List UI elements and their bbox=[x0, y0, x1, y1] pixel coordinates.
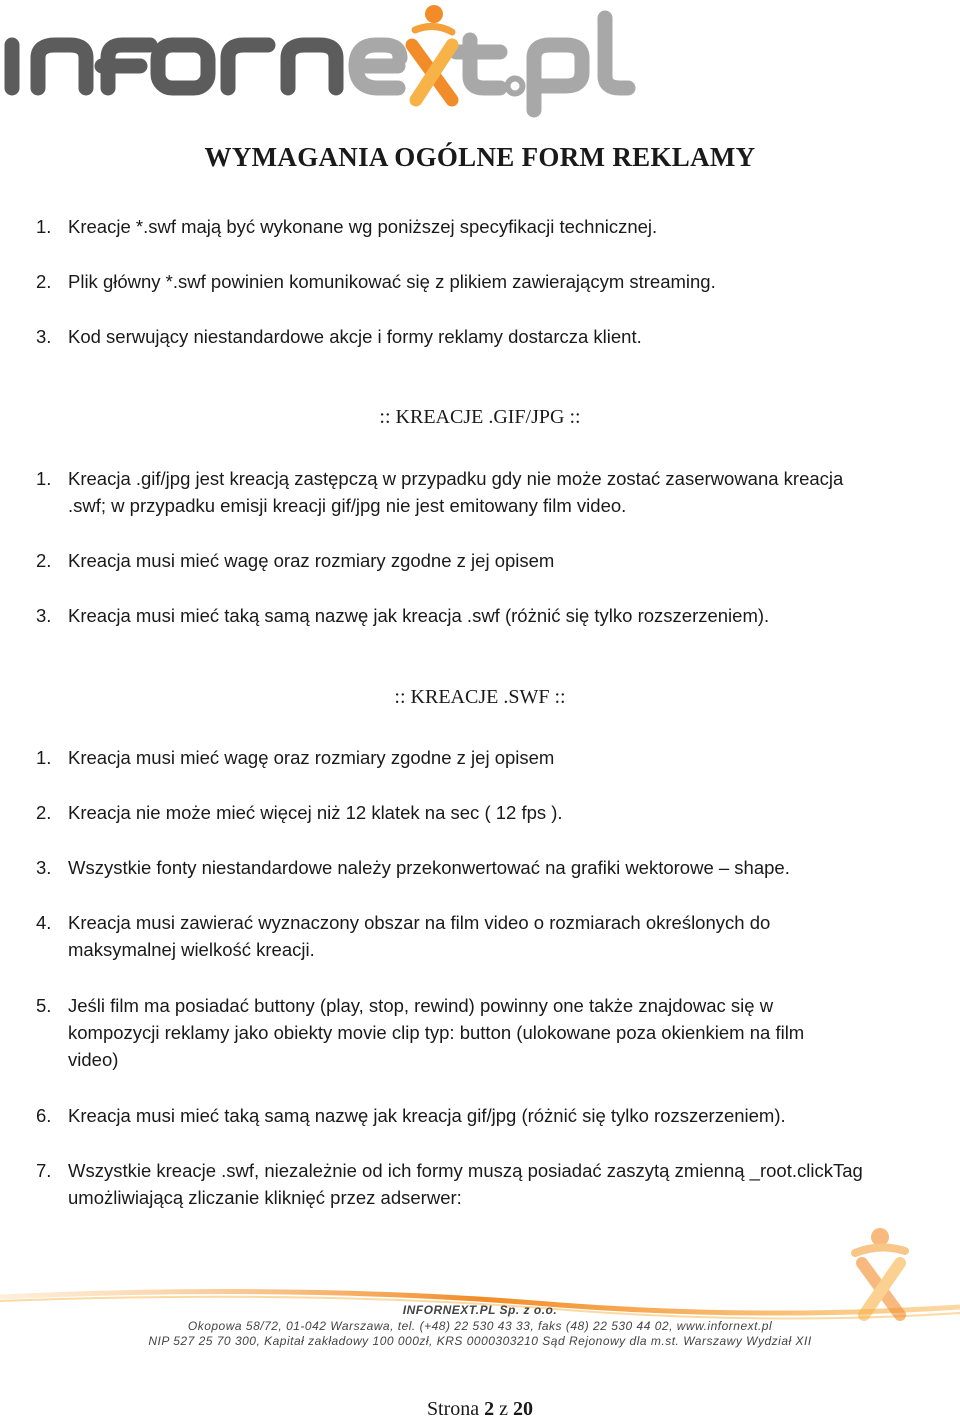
section-heading-gif: :: KREACJE .GIF/JPG :: bbox=[379, 406, 581, 428]
list-item: 5. Jeśli film ma posiadać buttony (play, stop, rewind) powinny one także znajdowac się w bbox=[36, 995, 774, 1016]
list-item: 3. Kreacja musi mieć taką samą nazwę jak kreacja .swf (różnić się tylko rozszerzeniem). bbox=[36, 605, 770, 626]
list-item-continuation: .swf; w przypadku emisji kreacji gif/jpg nie jest emitowany film video. bbox=[68, 495, 627, 516]
list-item-continuation: video) bbox=[68, 1049, 119, 1070]
list-item: 2. Kreacja musi mieć wagę oraz rozmiary zgodne z jej opisem bbox=[36, 550, 555, 571]
list-item-continuation: maksymalnej wielkość kreacji. bbox=[68, 939, 315, 960]
list-item: 2. Plik główny *.swf powinien komunikować się z plikiem zawierającym streaming. bbox=[36, 271, 716, 292]
page-number: Strona 2 z 20 bbox=[426, 1398, 534, 1420]
list-item-continuation: umożliwiającą zliczanie kliknięć przez adserwer: bbox=[68, 1187, 462, 1208]
page-title: WYMAGANIA OGÓLNE FORM REKLAMY bbox=[204, 142, 756, 172]
list-item: 3. Wszystkie fonty niestandardowe należy przekonwertować na grafiki wektorowe – shape. bbox=[36, 857, 790, 878]
list-item: 1. Kreacja musi mieć wagę oraz rozmiary zgodne z jej opisem bbox=[36, 747, 555, 768]
footer-registration: NIP 527 25 70 300, Kapitał zakładowy 100 000zł, KRS 0000303210 Sąd Rejonowy dla m.st. Warszawy Wydział XII bbox=[148, 1334, 812, 1348]
infornext-logo bbox=[0, 0, 640, 125]
section-heading-swf: :: KREACJE .SWF :: bbox=[394, 686, 566, 708]
list-item: 2. Kreacja nie może mieć więcej niż 12 klatek na sec ( 12 fps ). bbox=[36, 802, 563, 823]
footer-company: INFORNEXT.PL Sp. z o.o. bbox=[402, 1303, 558, 1317]
list-item: 3. Kod serwujący niestandardowe akcje i formy reklamy dostarcza klient. bbox=[36, 326, 642, 347]
logo-x-figure bbox=[412, 45, 452, 100]
list-item-continuation: kompozycji reklamy jako obiekty movie clip typ: button (ulokowane poza okienkiem na film bbox=[68, 1022, 805, 1043]
list-item: 1. Kreacje *.swf mają być wykonane wg poniższej specyfikacji technicznej. bbox=[36, 216, 658, 237]
list-item: 4. Kreacja musi zawierać wyznaczony obszar na film video o rozmiarach określonych do bbox=[36, 912, 771, 933]
list-item: 6. Kreacja musi mieć taką samą nazwę jak kreacja gif/jpg (różnić się tylko rozszerzeniem). bbox=[36, 1105, 786, 1126]
footer-figure-icon bbox=[855, 1228, 905, 1315]
list-item: 7. Wszystkie kreacje .swf, niezależnie od ich formy muszą posiadać zaszytą zmienną _root.clickTag bbox=[36, 1160, 863, 1181]
footer-address: Okopowa 58/72, 01-042 Warszawa, tel. (+48) 22 530 43 33, faks (48) 22 530 44 02, www.infornext.pl bbox=[187, 1319, 773, 1333]
list-item: 1. Kreacja .gif/jpg jest kreacją zastępczą w przypadku gdy nie może zostać zaserwowana kreacja bbox=[36, 468, 844, 489]
